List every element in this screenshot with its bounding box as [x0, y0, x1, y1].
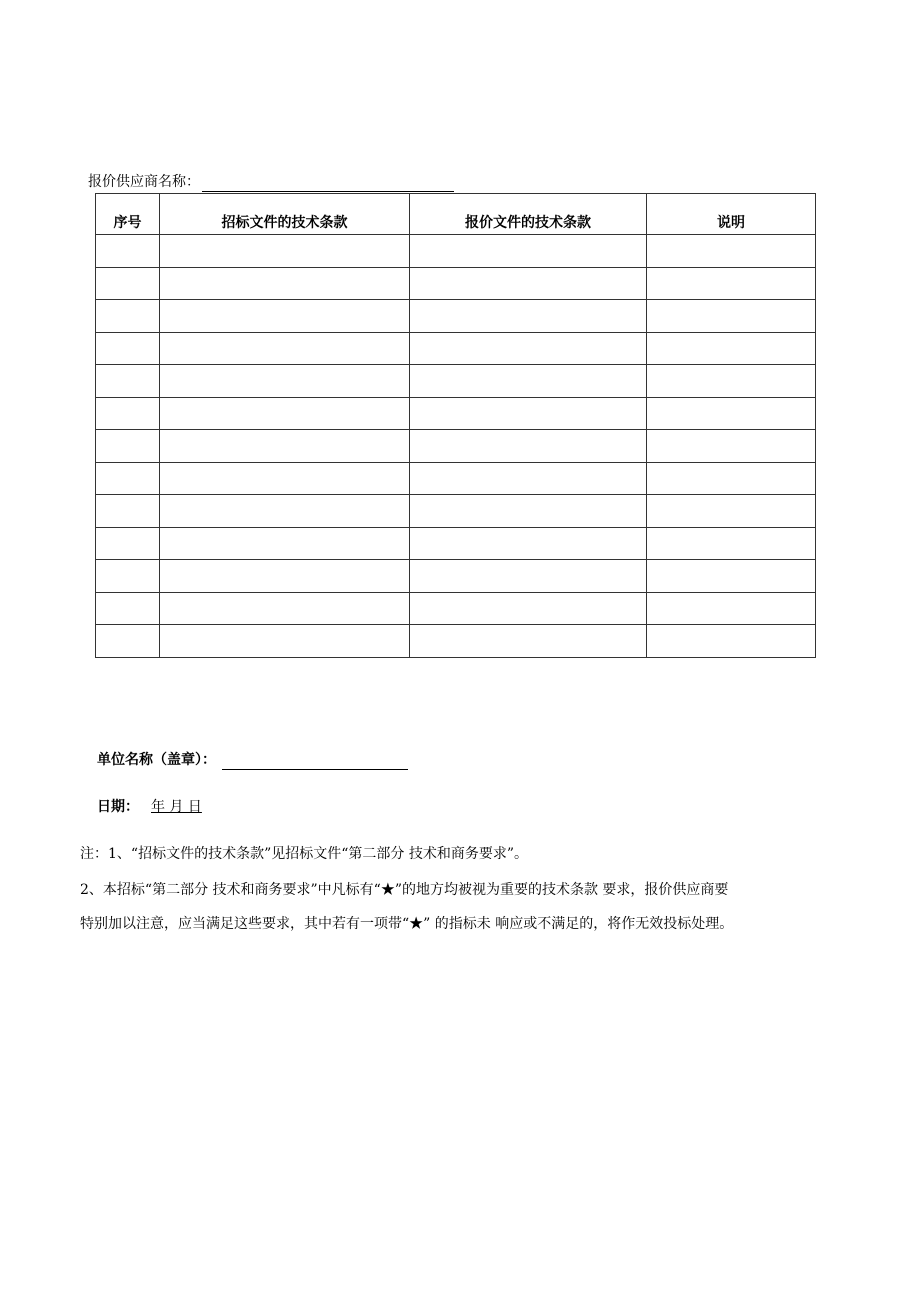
- table-row: [96, 235, 816, 268]
- cell-remarks[interactable]: [647, 527, 816, 560]
- note-line-2: 2、本招标“第二部分 技术和商务要求”中凡标有“★”的地方均被视为重要的技术条款 要求，报价供应商要: [80, 882, 729, 898]
- table-header-row: [96, 194, 816, 235]
- table-row: [96, 430, 816, 463]
- table-row: [96, 462, 816, 495]
- supplier-name-label: 报价供应商名称：: [88, 174, 200, 190]
- cell-remarks[interactable]: [647, 267, 816, 300]
- table-row: [96, 267, 816, 300]
- cell-index[interactable]: [96, 235, 160, 268]
- cell-index[interactable]: [96, 560, 160, 593]
- supplier-name-field[interactable]: [202, 177, 454, 192]
- cell-index[interactable]: [96, 592, 160, 625]
- cell-quote-clause[interactable]: [410, 300, 647, 333]
- cell-tender-clause[interactable]: [160, 430, 410, 463]
- cell-quote-clause[interactable]: [410, 527, 647, 560]
- cell-index[interactable]: [96, 397, 160, 430]
- table-row: [96, 592, 816, 625]
- cell-tender-clause[interactable]: [160, 495, 410, 528]
- table-row: [96, 527, 816, 560]
- cell-remarks[interactable]: [647, 235, 816, 268]
- date-label: 日期：: [97, 799, 139, 815]
- cell-remarks[interactable]: [647, 365, 816, 398]
- header-tender-clause: 招标文件的技术条款: [160, 194, 410, 235]
- note-line-1: 注：1、“招标文件的技术条款”见招标文件“第二部分 技术和商务要求”。: [80, 846, 528, 862]
- cell-quote-clause[interactable]: [410, 462, 647, 495]
- cell-tender-clause[interactable]: [160, 527, 410, 560]
- cell-tender-clause[interactable]: [160, 592, 410, 625]
- cell-index[interactable]: [96, 267, 160, 300]
- header-index: 序号: [96, 194, 160, 235]
- supplier-name-line: [88, 172, 454, 192]
- table-row: [96, 560, 816, 593]
- cell-index[interactable]: [96, 495, 160, 528]
- cell-quote-clause[interactable]: [410, 430, 647, 463]
- unit-name-field[interactable]: [222, 755, 408, 770]
- cell-quote-clause[interactable]: [410, 332, 647, 365]
- cell-quote-clause[interactable]: [410, 365, 647, 398]
- cell-remarks[interactable]: [647, 560, 816, 593]
- cell-quote-clause[interactable]: [410, 235, 647, 268]
- technical-deviation-table: [95, 193, 816, 658]
- cell-remarks[interactable]: [647, 300, 816, 333]
- unit-seal-line: [97, 750, 408, 770]
- cell-remarks[interactable]: [647, 495, 816, 528]
- note-line-3: 特别加以注意，应当满足这些要求，其中若有一项带“★” 的指标未 响应或不满足的，将作无效投标处理。: [80, 916, 734, 932]
- table-row: [96, 625, 816, 658]
- cell-tender-clause[interactable]: [160, 625, 410, 658]
- unit-name-label: 单位名称（盖章）：: [97, 752, 216, 768]
- cell-index[interactable]: [96, 300, 160, 333]
- cell-tender-clause[interactable]: [160, 462, 410, 495]
- cell-index[interactable]: [96, 430, 160, 463]
- cell-quote-clause[interactable]: [410, 560, 647, 593]
- cell-remarks[interactable]: [647, 625, 816, 658]
- cell-index[interactable]: [96, 332, 160, 365]
- cell-index[interactable]: [96, 625, 160, 658]
- cell-tender-clause[interactable]: [160, 332, 410, 365]
- cell-index[interactable]: [96, 462, 160, 495]
- table-row: [96, 332, 816, 365]
- cell-quote-clause[interactable]: [410, 625, 647, 658]
- table-row: [96, 365, 816, 398]
- cell-tender-clause[interactable]: [160, 365, 410, 398]
- cell-remarks[interactable]: [647, 430, 816, 463]
- cell-quote-clause[interactable]: [410, 267, 647, 300]
- cell-quote-clause[interactable]: [410, 495, 647, 528]
- cell-index[interactable]: [96, 365, 160, 398]
- cell-tender-clause[interactable]: [160, 235, 410, 268]
- cell-index[interactable]: [96, 527, 160, 560]
- table-row: [96, 397, 816, 430]
- table-body: [96, 235, 816, 658]
- cell-quote-clause[interactable]: [410, 592, 647, 625]
- header-quote-clause: 报价文件的技术条款: [410, 194, 647, 235]
- date-field[interactable]: 年 月 日: [151, 799, 202, 815]
- cell-remarks[interactable]: [647, 397, 816, 430]
- cell-remarks[interactable]: [647, 462, 816, 495]
- header-remarks: 说明: [647, 194, 816, 235]
- cell-remarks[interactable]: [647, 592, 816, 625]
- cell-tender-clause[interactable]: [160, 397, 410, 430]
- cell-tender-clause[interactable]: [160, 560, 410, 593]
- table-row: [96, 495, 816, 528]
- cell-quote-clause[interactable]: [410, 397, 647, 430]
- cell-remarks[interactable]: [647, 332, 816, 365]
- cell-tender-clause[interactable]: [160, 300, 410, 333]
- date-line: [97, 797, 202, 817]
- cell-tender-clause[interactable]: [160, 267, 410, 300]
- table-row: [96, 300, 816, 333]
